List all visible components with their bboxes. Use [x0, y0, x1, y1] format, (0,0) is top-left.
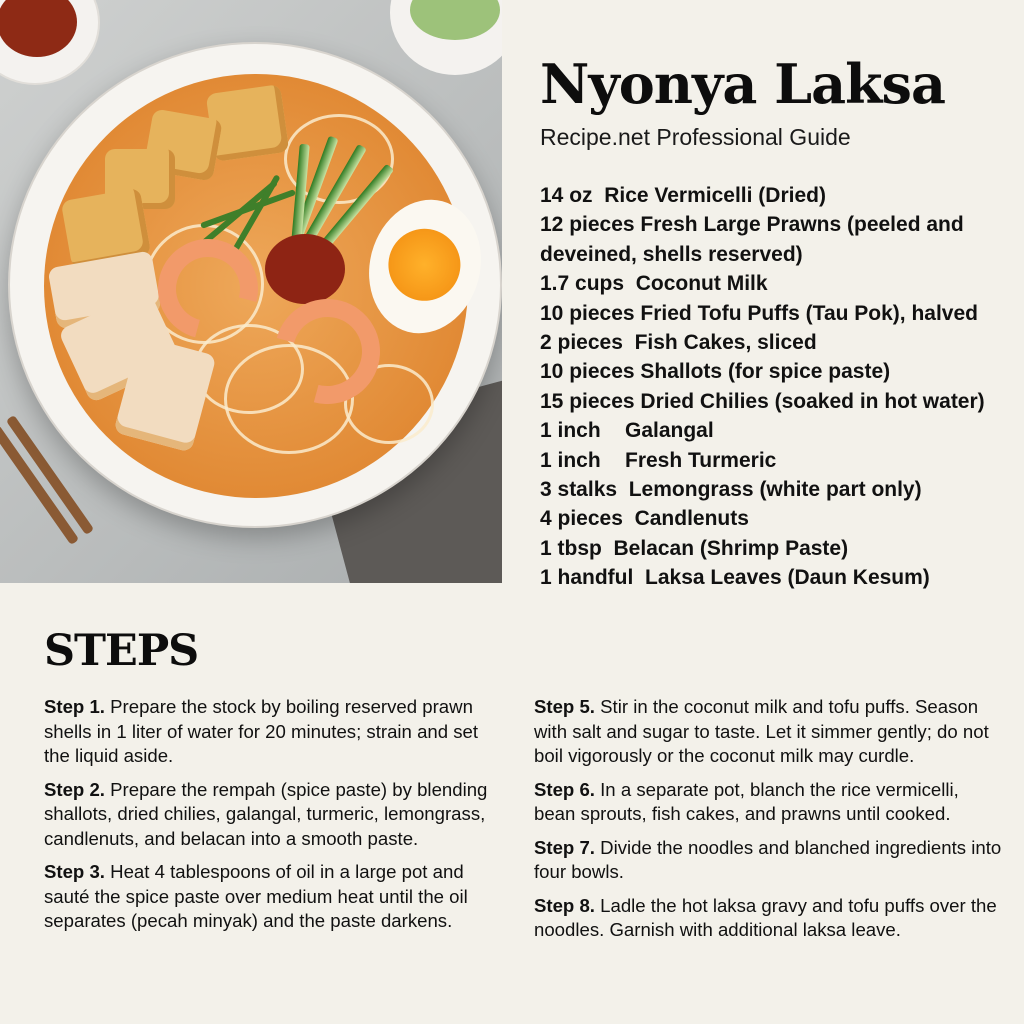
steps-heading: STEPS — [44, 626, 199, 676]
ingredient: 1 inch Galangal — [540, 419, 714, 443]
step: Step 2. Prepare the rempah (spice paste) by blending shallots, dried chilies, galangal, turmeric, lemongrass, candlenuts, and belacan into a smooth paste. — [44, 778, 488, 849]
laksa-photo — [0, 0, 502, 583]
step: Step 5. Stir in the coconut milk and tofu puffs. Season with salt and sugar to taste. Let it simmer gently; do not boil vigorously or the coconut milk may curdle. — [534, 696, 989, 766]
ingredient: 1.7 cups Coconut Milk — [540, 272, 768, 296]
ingredient: 10 pieces Fried Tofu Puffs (Tau Pok), halved — [540, 301, 978, 325]
recipe-title: Nyonya Laksa — [540, 52, 945, 116]
steps-column-right — [534, 695, 1004, 952]
step: Step 6. In a separate pot, blanch the rice vermicelli, bean sprouts, fish cakes, and prawns until cooked. — [534, 778, 959, 824]
laksa-bowl — [8, 42, 502, 528]
step: Step 7. Divide the noodles and blanched ingredients into four bowls. — [534, 836, 1002, 882]
sambal-dish — [0, 0, 100, 85]
recipe-subtitle: Recipe.net Professional Guide — [540, 124, 851, 150]
ingredient: 1 inch Fresh Turmeric — [540, 448, 777, 472]
ingredient: 14 oz Rice Vermicelli (Dried) — [540, 184, 826, 207]
step: Step 1. Prepare the stock by boiling reserved prawn shells in 1 liter of water for 20 minutes; strain and set the liquid aside. — [44, 696, 479, 766]
ingredient: 10 pieces Shallots (for spice paste) — [540, 360, 891, 384]
cucumber-dish — [390, 0, 502, 75]
ingredient: 1 handful Laksa Leaves (Daun Kesum) — [540, 566, 930, 590]
step: Step 3. Heat 4 tablespoons of oil in a large pot and sauté the spice paste over medium heat until the oil separates (pecah minyak) and the paste darkens. — [44, 861, 468, 931]
sambal — [265, 234, 345, 304]
ingredient: 15 pieces Dried Chilies (soaked in hot water) — [540, 389, 985, 413]
ingredient: 3 stalks Lemongrass (white part only) — [540, 478, 922, 502]
ingredient: 12 pieces Fresh Large Prawns (peeled and deveined, shells reserved) — [540, 213, 964, 266]
ingredient: 1 tbsp Belacan (Shrimp Paste) — [540, 536, 849, 560]
step: Step 8. Ladle the hot laksa gravy and tofu puffs over the noodles. Garnish with additional laksa leave. — [534, 894, 997, 940]
ingredient: 4 pieces Candlenuts — [540, 507, 749, 531]
ingredients-list — [540, 181, 1010, 593]
steps-column-left — [44, 695, 494, 943]
ingredient: 2 pieces Fish Cakes, sliced — [540, 331, 817, 355]
